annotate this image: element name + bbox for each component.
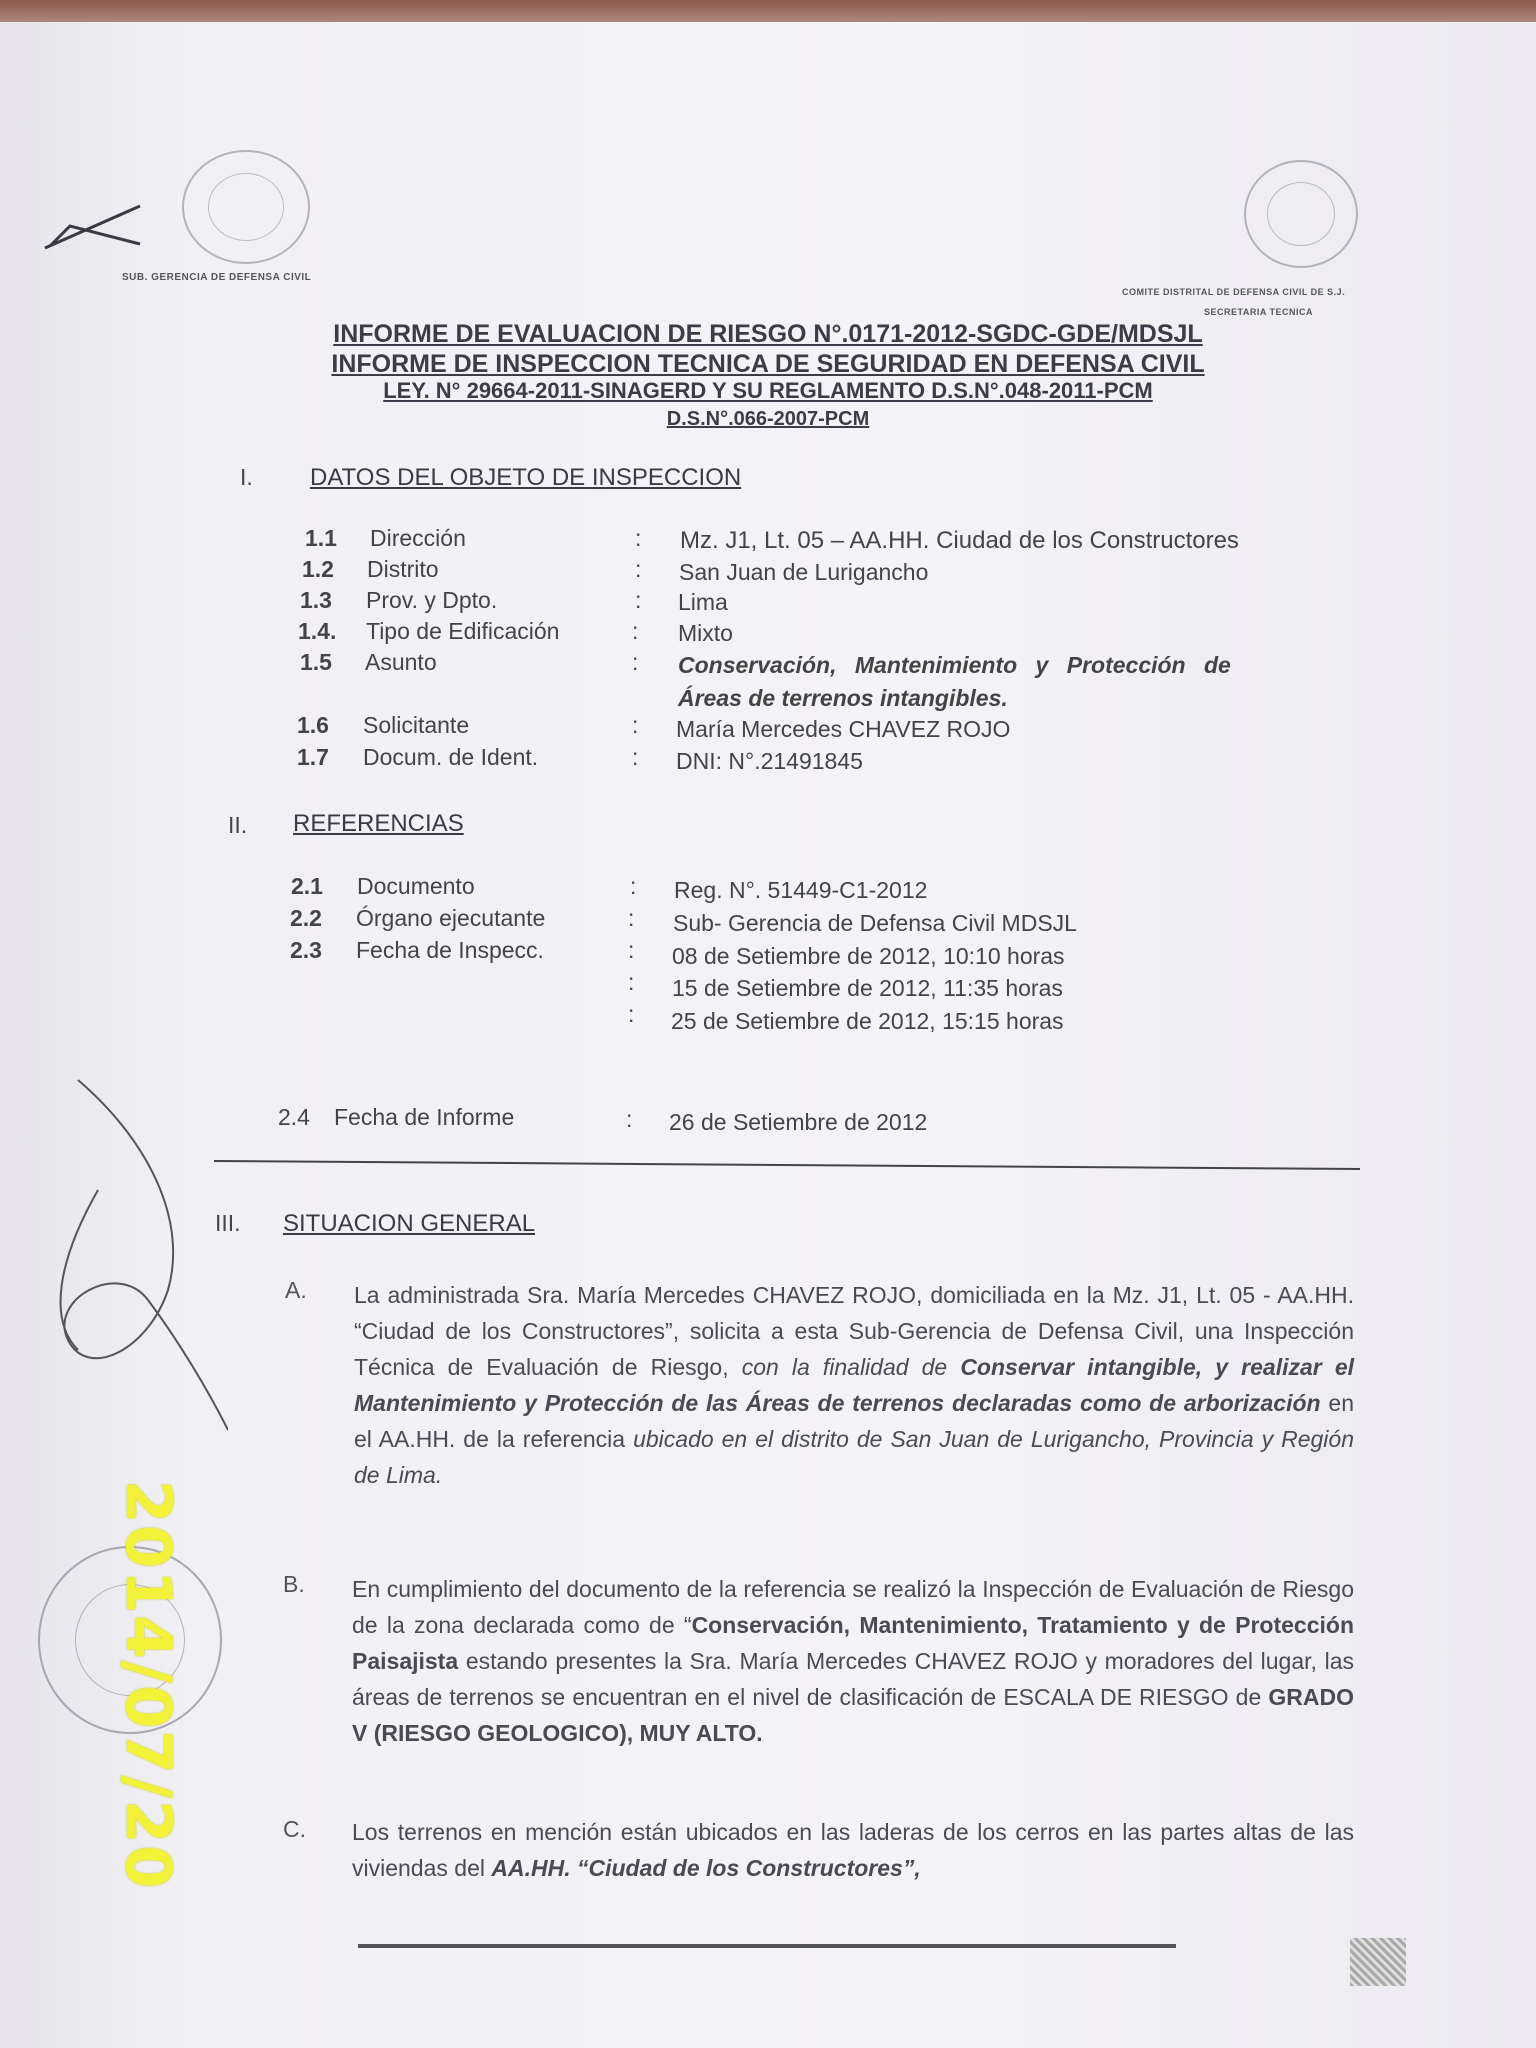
paragraph-text: En cumplimiento del documento de la referencia se realizó la Inspección de Evaluación de Riesgo de la zona declarada como de “ [352,1576,1354,1638]
row-colon: : [635,556,642,582]
check-mark-icon [40,196,150,256]
report-title-line3: LEY. N° 29664-2011-SINAGERD Y SU REGLAMENTO D.S.N°.048-2011-PCM [383,378,1153,403]
row-value: San Juan de Lurigancho [679,559,929,585]
paragraph-text: La administrada Sra. María Mercedes CHAVEZ ROJO, domiciliada en la Mz. J1, Lt. 05 - AA.HH. “Ciudad de los Constructores”, solicita a esta Sub-Gerencia de Defensa Civil, una Inspección Técnica de Evaluación de Riesgo, [354,1282,1354,1380]
report-title-line1: INFORME DE EVALUACION DE RIESGO N°.0171-2012-SGDC-GDE/MDSJL [333,320,1203,348]
row-colon: : [630,873,637,899]
paragraph-b [352,1571,1354,1751]
report-date-label: Fecha de Informe [334,1104,515,1130]
row-colon: : [626,1106,633,1132]
paragraph-letter: A. [285,1277,307,1303]
row-colon: : [632,744,639,770]
paragraph-a [354,1277,1354,1493]
report-title-line4: D.S.N°.066-2007-PCM [666,408,870,430]
row-value: 25 de Setiembre de 2012, 15:15 horas [671,1008,1064,1034]
row-value: Sub- Gerencia de Defensa Civil MDSJL [673,910,1077,936]
row-label: Solicitante [363,712,470,738]
row-label: Órgano ejecutante [356,905,546,931]
row-colon: : [635,587,642,613]
paragraph-bold: GRADO V (RIESGO GEOLOGICO), MUY ALTO. [352,1684,1355,1746]
row-value: 08 de Setiembre de 2012, 10:10 horas [672,943,1065,969]
section2-title: REFERENCIAS [293,810,464,837]
row-label: Asunto [365,649,437,675]
section1-title: DATOS DEL OBJETO DE INSPECCION [310,464,742,491]
left-seal-icon [182,150,310,264]
row-colon: : [632,649,639,675]
paragraph-text: estando presentes la Sra. María Mercedes CHAVEZ ROJO y moradores del lugar, las áreas de terrenos se encuentran en el [352,1648,1354,1710]
right-org-sublabel: SECRETARIA TECNICA [1204,307,1314,317]
paragraph-bold: AA.HH. “Ciudad de los Constructores”, [491,1855,921,1881]
row-label: Distrito [367,556,439,582]
row-value: María Mercedes CHAVEZ ROJO [676,716,1011,742]
paragraph-bold: Conservar intangible, y realizar el Mantenimiento y Protección de las Áreas de terrenos declaradas como de arborización [354,1354,1354,1416]
row-label: Docum. de Ident. [363,744,539,770]
section2-number: II. [228,812,248,838]
right-seal-icon [1244,160,1358,268]
row-number: 1.6 [297,712,329,738]
report-date-value: 26 de Setiembre de 2012 [669,1109,928,1135]
paragraph-text: nivel de clasificación de ESCALA DE RIESGO de [752,1684,1269,1710]
section3-number: III. [215,1210,241,1236]
paragraph-letter: B. [283,1571,305,1597]
paragraph-italic: ubicado en el distrito de San Juan de Lurigancho, Provincia y Región de Lima. [354,1426,1354,1488]
row-number: 2.3 [290,937,322,963]
row-number: 1.5 [300,649,332,675]
row-colon: : [632,712,639,738]
row-value: DNI: N°.21491845 [676,748,863,774]
row-value: Mixto [678,620,733,646]
row-number: 2.1 [291,873,323,899]
signature-icon [28,1060,228,1440]
row-colon: : [628,905,635,931]
row-number: 1.1 [305,525,337,551]
photo-date-stamp: 2014/07/20 [112,1480,185,1891]
right-org-label: COMITE DISTRITAL DE DEFENSA CIVIL DE S.J. [1122,287,1346,297]
row-number: 1.2 [302,556,334,582]
report-date-number: 2.4 [278,1104,310,1130]
row-number: 1.3 [300,587,332,613]
report-title-line2: INFORME DE INSPECCION TECNICA DE SEGURIDAD EN DEFENSA CIVIL [331,350,1205,378]
paragraph-italic: con la finalidad de [728,1354,961,1380]
footer-divider [358,1944,1176,1948]
paragraph-text: Los terrenos en mención están ubicados en las laderas de los cerros en las partes altas de las viviendas del [352,1819,1354,1881]
row-label: Tipo de Edificación [366,618,560,644]
row-value-emphasis-cont: Áreas de terrenos intangibles. [678,685,1008,711]
row-colon: : [628,1001,635,1027]
row-number: 2.2 [290,905,322,931]
row-colon: : [628,969,635,995]
row-label: Dirección [370,525,466,551]
paragraph-bold: Conservación, Mantenimiento, Tratamiento y de Protección Paisajista [352,1612,1354,1674]
row-value: 15 de Setiembre de 2012, 11:35 horas [672,975,1063,1001]
row-colon: : [628,937,635,963]
row-colon: : [635,525,642,551]
row-label: Documento [357,873,475,899]
paragraph-text: en el AA.HH. de la referencia [354,1390,1354,1452]
row-label: Prov. y Dpto. [366,587,498,613]
row-number: 1.7 [297,744,329,770]
section1-number: I. [240,464,253,490]
paragraph-c [352,1814,1354,1886]
row-colon: : [632,618,639,644]
paragraph-letter: C. [283,1816,306,1842]
row-label: Fecha de Inspecc. [356,937,544,963]
row-number: 1.4. [298,618,337,644]
row-value-emphasis: Conservación, Mantenimiento y Protección de [678,652,1231,678]
page-mark-icon [1350,1938,1406,1986]
row-value: Lima [678,589,728,615]
section3-title: SITUACION GENERAL [283,1210,536,1237]
row-value: Mz. J1, Lt. 05 – AA.HH. Ciudad de los Constructores [680,527,1239,554]
left-org-label: SUB. GERENCIA DE DEFENSA CIVIL [122,272,312,283]
row-value: Reg. N°. 51449-C1-2012 [674,877,928,903]
